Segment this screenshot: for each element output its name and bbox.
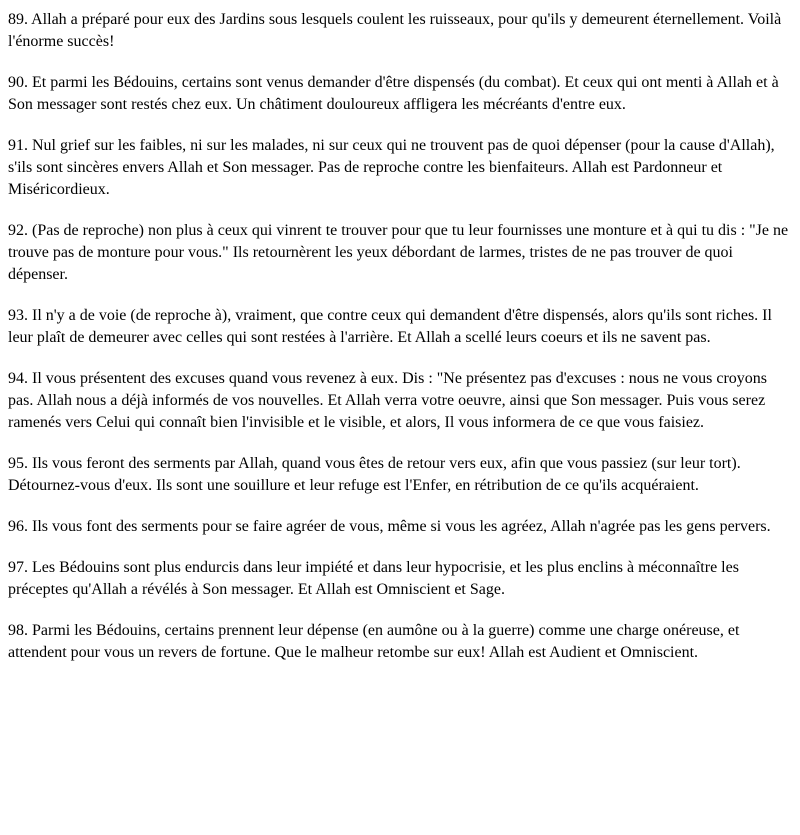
verse-paragraph-91: 91. Nul grief sur les faibles, ni sur les malades, ni sur ceux qui ne trouvent pas de quoi dépenser (pour la cause d'Allah), s'ils sont sincères envers Allah et Son messager. Pas de reproche contre les bienfaiteurs. Allah est Pardonneur et Miséricordieux. [8, 137, 775, 198]
verse-paragraph-92: 92. (Pas de reproche) non plus à ceux qui vinrent te trouver pour que tu leur fournisses une monture et à qui tu dis : "Je ne trouve pas de monture pour vous." Ils retournèrent les yeux débordant de larmes, tristes de ne pas trouver de quoi dépenser. [8, 222, 789, 283]
verse-paragraph-96: 96. Ils vous font des serments pour se faire agréer de vous, même si vous les agréez, Allah n'agrée pas les gens pervers. [8, 518, 771, 535]
verse-paragraph-94: 94. Il vous présentent des excuses quand vous revenez à eux. Dis : "Ne présentez pas d'excuses : nous ne vous croyons pas. Allah nous a déjà informés de vos nouvelles. Et Allah verra votre oeuvre, ainsi que Son messager. Puis vous serez ramenés vers Celui qui connaît bien l'invisible et le visible, et alors, Il vous informera de ce que vous faisiez. [8, 370, 767, 431]
verse-paragraph-98: 98. Parmi les Bédouins, certains prennent leur dépense (en aumône ou à la guerre) comme une charge onéreuse, et attendent pour vous un revers de fortune. Que le malheur retombe sur eux! Allah est Audient et Omniscient. [8, 622, 740, 661]
verse-paragraph-93: 93. Il n'y a de voie (de reproche à), vraiment, que contre ceux qui demandent d'être dispensés, alors qu'ils sont riches. Il leur plaît de demeurer avec celles qui sont restées à l'arrière. Et Allah a scellé leurs coeurs et ils ne savent pas. [8, 307, 772, 346]
verse-paragraph-95: 95. Ils vous feront des serments par Allah, quand vous êtes de retour vers eux, afin que vous passiez (sur leur tort). Détournez-vous d'eux. Ils sont une souillure et leur refuge est l'Enfer, en rétribution de ce qu'ils acquéraient. [8, 455, 741, 494]
verse-paragraph-90: 90. Et parmi les Bédouins, certains sont venus demander d'être dispensés (du combat). Et ceux qui ont menti à Allah et à Son messager sont restés chez eux. Un châtiment douloureux affligera les mécréants d'entre eux. [8, 74, 779, 113]
verse-paragraph-97: 97. Les Bédouins sont plus endurcis dans leur impiété et dans leur hypocrisie, et les plus enclins à méconnaître les préceptes qu'Allah a révélés à Son messager. Et Allah est Omniscient et Sage. [8, 559, 739, 598]
verse-paragraph-89: 89. Allah a préparé pour eux des Jardins sous lesquels coulent les ruisseaux, pour qu'ils y demeurent éternellement. Voilà l'énorme succès! [8, 11, 782, 50]
